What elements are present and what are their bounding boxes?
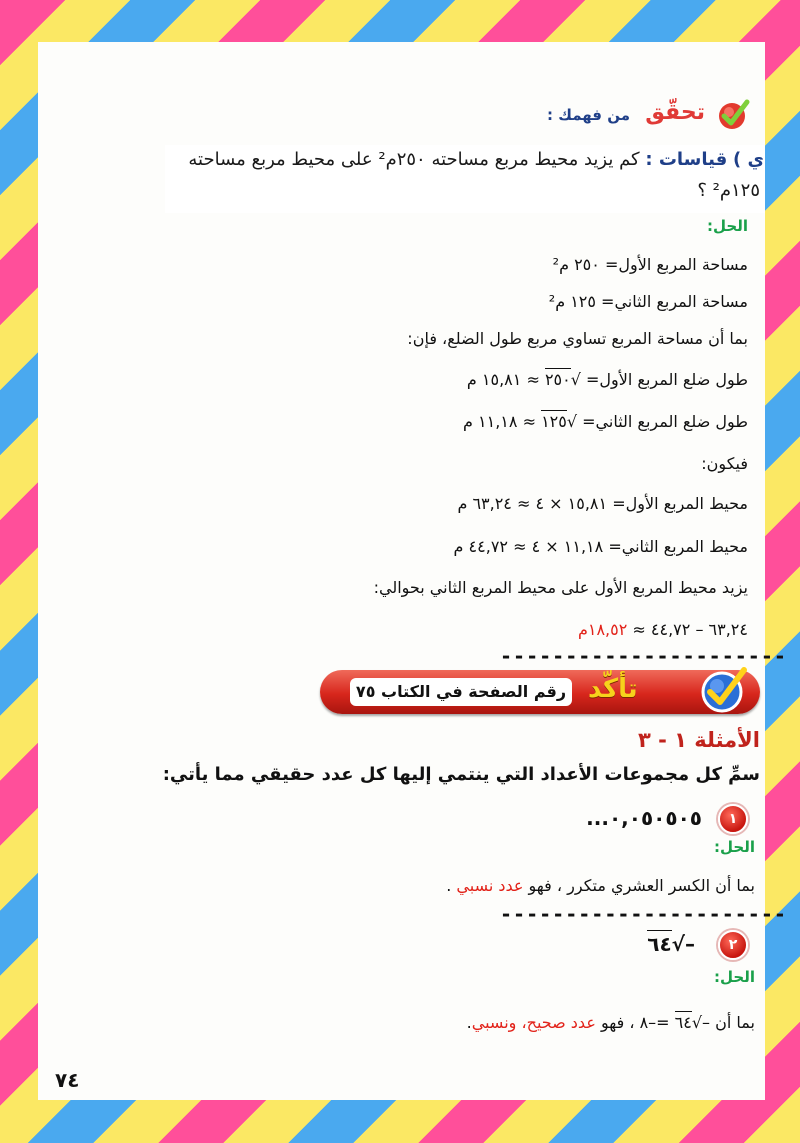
final-answer-line: ٦٣,٢٤ – ٤٤,٧٢ ≈ ١٨,٥٢م [577,620,748,639]
item-1-answer: بما أن الكسر العشري متكرر ، فهو عدد نسبي . [446,876,755,895]
item-2-expression: –√٦٤ [647,932,695,956]
final-answer: ١٨,٥٢م [577,620,628,639]
reason-line: بما أن مساحة المربع تساوي مربع طول الضلع، فإن: [407,329,748,348]
radicand: ٦٤ [674,1013,692,1032]
side-second: طول ضلع المربع الثاني= √١٢٥ ≈ ١١,١٨ م [463,412,748,431]
perimeter-second: محيط المربع الثاني= ١١,١٨ × ٤ ≈ ٤٤,٧٢ م [453,537,748,556]
answer-highlight: عدد صحيح، ونسبي [471,1013,596,1032]
side-first: طول ضلع المربع الأول= √٢٥٠ ≈ ١٥,٨١ م [466,370,748,389]
increase-line: يزيد محيط المربع الأول على محيط المربع الثاني بحوالي: [373,578,748,597]
check-icon [698,664,748,718]
perimeter-first: محيط المربع الأول= ١٥,٨١ × ٤ ≈ ٦٣,٢٤ م [457,494,748,513]
question-topic: قياسات : [645,149,728,170]
item-2-solution-heading: الحل: [714,968,755,986]
divider: ---------------------- [500,902,787,926]
area-second: مساحة المربع الثاني= ١٢٥ م² [548,292,748,311]
divider: ---------------------- [500,644,787,668]
radicand: ٦٤ [647,932,672,956]
item-1-expression: ٠,٠٥٠٥٠٥... [586,806,702,830]
question-label: ي ) [733,149,764,170]
radicand: ١٢٥ [541,412,567,431]
therefore-line: فيكون: [701,454,748,473]
check-icon [716,98,750,136]
question-text-2: ١٢٥م² ؟ [697,180,760,201]
examples-instruction: سمِّ كل مجموعات الأعداد التي ينتمي إليها كل عدد حقيقي مما يأتي: [162,764,760,785]
answer-highlight: عدد نسبي [456,876,524,895]
page-reference: رقم الصفحة في الكتاب ٧٥ [350,678,572,706]
radicand: ٢٥٠ [544,370,571,389]
item-2-answer: بما أن –√٦٤ =–٨ ، فهو عدد صحيح، ونسبي. [466,1013,755,1032]
question-text-1: كم يزيد محيط مربع مساحته ٢٥٠م² على محيط مربع مساحته [188,149,640,170]
area-first: مساحة المربع الأول= ٢٥٠ م² [552,255,748,274]
page-number: ٧٤ [55,1068,80,1092]
solution-heading: الحل: [707,217,748,235]
item-number-badge: ١ [718,804,748,834]
section-subtitle: من فهمك : [547,106,630,124]
item-1-solution-heading: الحل: [714,838,755,856]
section-title: تحقّق [645,100,705,125]
banner-word: تأكّد [588,674,638,704]
item-number-badge: ٢ [718,930,748,960]
question-line-1 [188,149,764,170]
examples-title: الأمثلة ١ - ٣ [637,728,760,752]
